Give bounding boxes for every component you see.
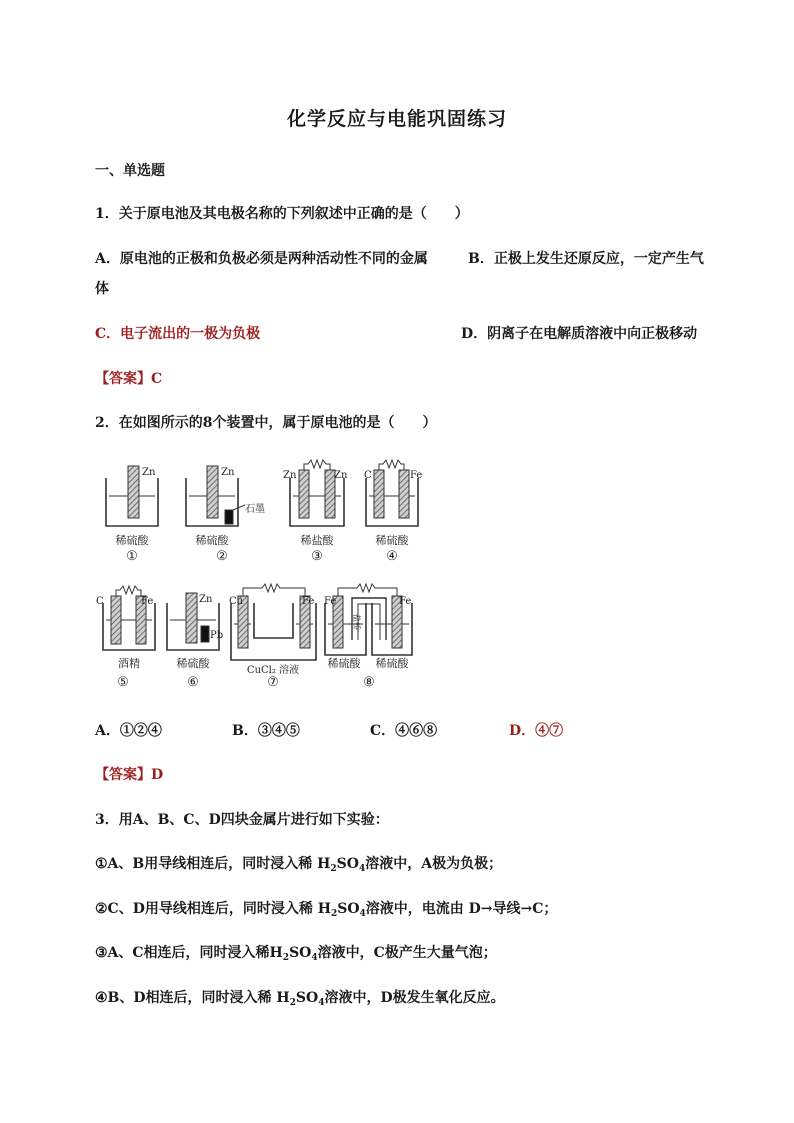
q2-option-b: B．③④⑤ — [232, 723, 300, 739]
q3-statement-1 — [95, 853, 502, 874]
q3-statement-4 — [95, 987, 505, 1008]
answer-value: D — [151, 767, 164, 783]
subscript: 4 — [358, 864, 366, 874]
q1-option-a: A．原电池的正极和负极必须是两种活动性不同的金属 — [95, 251, 428, 267]
label-number-3: ③ — [311, 549, 323, 564]
answer-tag: 【答案】 — [95, 767, 151, 783]
label-electrode-4b: Fe — [410, 470, 423, 481]
label-electrode-2b: 石墨 — [245, 504, 265, 515]
label-electrode-3b: Zn — [334, 470, 348, 481]
q1-option-b: B．正极上发生还原反应，一定产生气 — [468, 251, 704, 267]
label-electrode-6b: Pb — [210, 630, 224, 641]
label-solution-6: 稀硫酸 — [176, 657, 210, 670]
answer-tag: 【答案】 — [95, 371, 151, 387]
label-solution-8a: 稀硫酸 — [327, 657, 361, 670]
q2-option-c: C．④⑥⑧ — [370, 723, 438, 739]
label-electrode-2a: Zn — [221, 467, 235, 478]
statement-text: ①A、B用导线相连后，同时浸入稀 H — [95, 856, 331, 872]
subscript: 2 — [330, 864, 337, 874]
section-heading: 一、单选题 — [95, 163, 165, 179]
label-solution-7: CuCl₂ 溶液 — [246, 665, 300, 676]
label-electrode-3a: Zn — [283, 470, 297, 481]
q3-statement-3 — [95, 942, 497, 963]
label-electrode-7b: Fe — [302, 596, 315, 607]
statement-text: ②C、D用导线相连后，同时浸入稀 H — [95, 901, 331, 917]
q1-option-b-continued: 体 — [95, 281, 109, 297]
apparatus-8 — [325, 584, 412, 655]
q1-option-c: C．电子流出的一极为负极 — [95, 326, 261, 342]
label-electrode-4a: C — [364, 470, 372, 481]
subscript: 2 — [282, 953, 290, 963]
label-solution-3: 稀盐酸 — [300, 534, 334, 547]
label-number-7: ⑦ — [267, 675, 279, 690]
label-solution-2: 稀硫酸 — [195, 534, 229, 547]
q3-stem: 3．用A、B、C、D四块金属片进行如下实验： — [95, 812, 389, 828]
label-number-2: ② — [216, 549, 228, 564]
label-electrode-7a: Cu — [229, 596, 244, 607]
label-number-8: ⑧ — [363, 675, 375, 690]
statement-text: 溶液中，C极产生大量气泡； — [317, 945, 497, 961]
q1-stem: 1．关于原电池及其电极名称的下列叙述中正确的是（ ） — [95, 206, 469, 222]
label-electrode-8b: Fe — [399, 596, 412, 607]
label-number-5: ⑤ — [117, 675, 129, 690]
q3-statement-2 — [95, 898, 557, 919]
statement-text: 溶液中，电流由 D→导线→C； — [365, 901, 558, 917]
label-solution-4: 稀硫酸 — [375, 534, 409, 547]
page-title: 化学反应与电能巩固练习 — [286, 108, 507, 130]
answer-value: C — [151, 371, 163, 387]
statement-text: SO — [295, 990, 319, 1006]
label-solution-8b: 稀硫酸 — [375, 657, 409, 670]
subscript: 2 — [330, 909, 338, 919]
statement-text: 溶液中，D极发生氧化反应。 — [324, 990, 505, 1006]
statement-text: SO — [336, 856, 359, 872]
subscript: 4 — [359, 909, 366, 919]
label-solution-5: 酒精 — [118, 657, 140, 670]
q2-answer — [95, 764, 163, 784]
statement-text: 溶液中，A极为负极； — [365, 856, 503, 872]
label-electrode-1a: Zn — [142, 467, 156, 478]
label-salt-bridge: 盐桥 — [352, 614, 361, 630]
label-electrode-8a: Fe — [324, 596, 337, 607]
statement-text: SO — [289, 945, 312, 961]
subscript: 4 — [318, 998, 325, 1008]
statement-text: ③A、C相连后，同时浸入稀H — [95, 945, 283, 961]
statement-text: ④B、D相连后，同时浸入稀 H — [95, 990, 290, 1006]
label-number-1: ① — [126, 549, 138, 564]
q2-option-d: D．④⑦ — [509, 723, 564, 739]
statement-text: SO — [337, 901, 360, 917]
label-electrode-6a: Zn — [199, 594, 213, 605]
q2-stem: 2．在如图所示的8个装置中，属于原电池的是（ ） — [95, 415, 437, 431]
label-number-6: ⑥ — [187, 675, 199, 690]
apparatus-2 — [186, 466, 245, 526]
label-solution-1: 稀硫酸 — [115, 534, 149, 547]
subscript: 2 — [289, 998, 296, 1008]
subscript: 4 — [311, 953, 318, 963]
label-number-4: ④ — [386, 549, 398, 564]
q2-option-a: A．①②④ — [95, 723, 162, 739]
label-electrode-5a: C — [96, 596, 104, 607]
label-electrode-5b: Fe — [141, 596, 154, 607]
q1-option-d: D．阴离子在电解质溶液中向正极移动 — [461, 326, 698, 342]
